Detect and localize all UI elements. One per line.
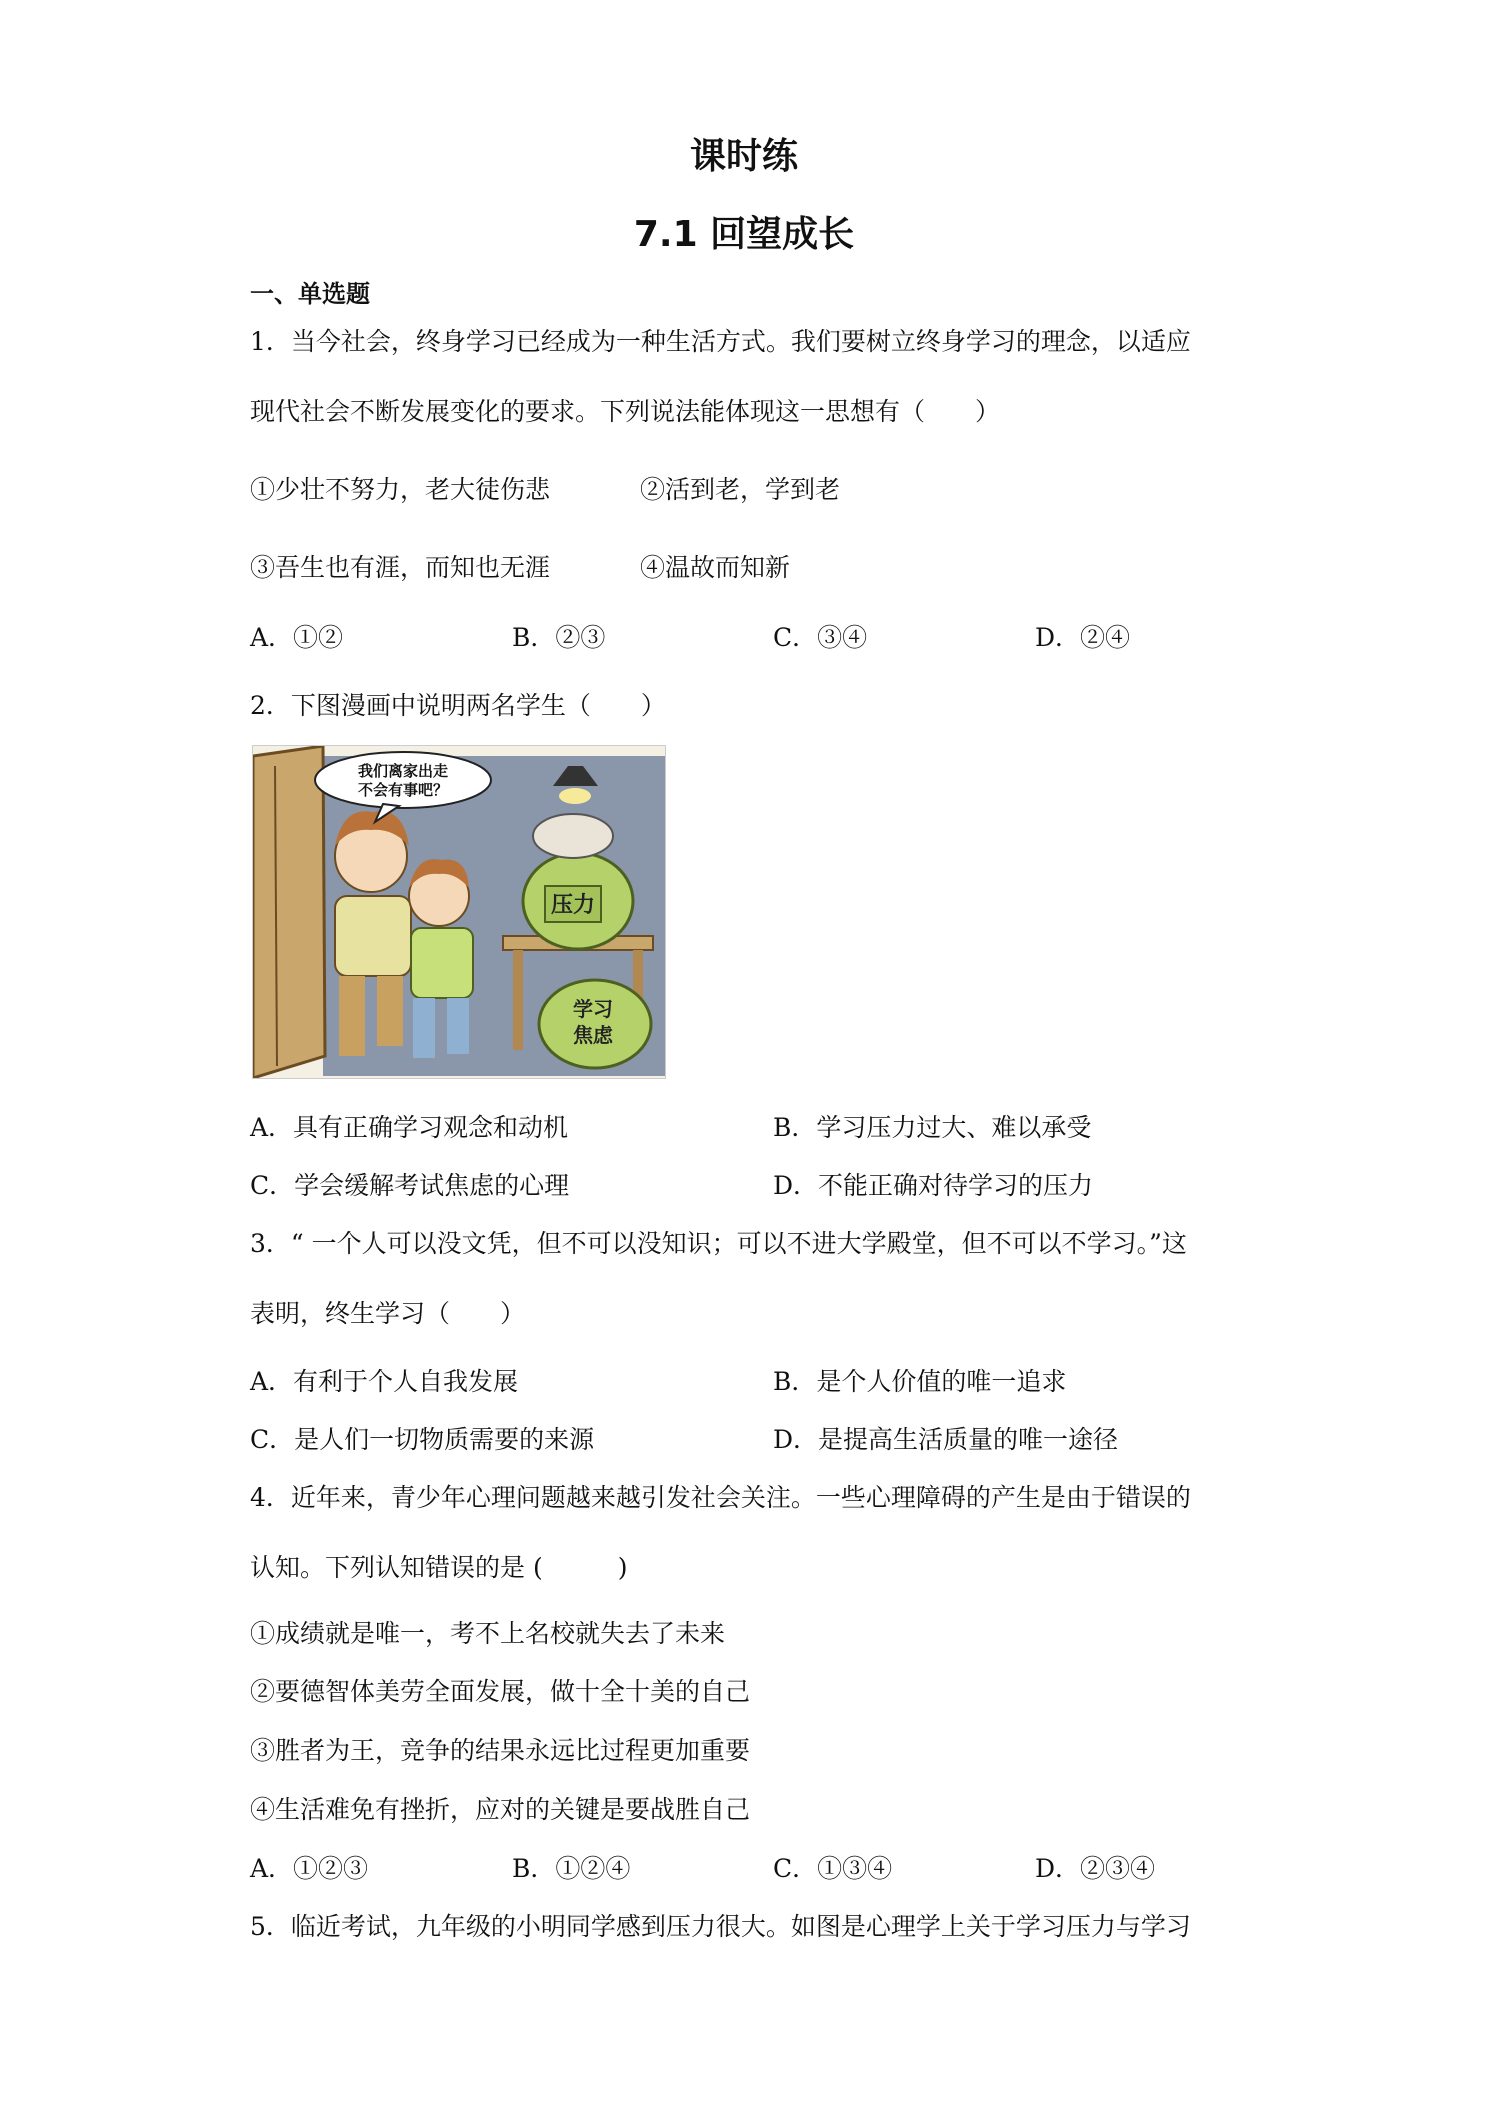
- q4-item-1: ①成绩就是唯一，考不上名校就失去了未来: [250, 1619, 726, 1648]
- q5-stem-line1: 5．临近考试，九年级的小明同学感到压力很大。如图是心理学上关于学习压力与学习: [250, 1912, 1191, 1941]
- speech-line1: 我们离家出走: [357, 762, 449, 780]
- document-title: 课时练: [689, 136, 798, 177]
- lesson-title: 7.1 回望成长: [633, 214, 855, 255]
- q3-option-b: B．是个人价值的唯一追求: [773, 1367, 1067, 1396]
- q4-option-c: C．①③④: [773, 1854, 893, 1883]
- q1-item-4: ④温故而知新: [640, 553, 791, 582]
- q2-option-a: A．具有正确学习观念和动机: [250, 1113, 569, 1142]
- q1-item-3: ③吾生也有涯，而知也无涯: [250, 553, 551, 582]
- q4-option-b: B．①②④: [512, 1854, 631, 1883]
- q3-stem-line1: 3．“ 一个人可以没文凭，但不可以没知识；可以不进大学殿堂，但不可以不学习。”这: [250, 1229, 1187, 1258]
- q2-option-b: B．学习压力过大、难以承受: [773, 1113, 1092, 1142]
- q4-item-3: ③胜者为王，竞争的结果永远比过程更加重要: [250, 1736, 751, 1765]
- q4-item-2: ②要德智体美劳全面发展，做十全十美的自己: [250, 1677, 751, 1706]
- q2-option-d: D．不能正确对待学习的压力: [773, 1171, 1094, 1200]
- q4-option-d: D．②③④: [1035, 1854, 1156, 1883]
- q4-stem-line2: 认知。下列认知错误的是 ( ): [250, 1553, 628, 1582]
- q4-item-4: ④生活难免有挫折，应对的关键是要战胜自己: [250, 1795, 751, 1824]
- bag1-label: 压力: [550, 893, 596, 918]
- q3-stem-line2: 表明，终生学习（ ）: [250, 1299, 526, 1328]
- bag2-label-line1: 学习: [573, 997, 613, 1021]
- q3-option-d: D．是提高生活质量的唯一途径: [773, 1425, 1119, 1454]
- cartoon-image: [252, 745, 666, 1079]
- q1-item-2: ②活到老，学到老: [640, 475, 841, 504]
- bag2-label-line2: 焦虑: [573, 1023, 613, 1047]
- q3-option-a: A．有利于个人自我发展: [250, 1367, 519, 1396]
- q4-stem-line1: 4．近年来，青少年心理问题越来越引发社会关注。一些心理障碍的产生是由于错误的: [250, 1483, 1191, 1512]
- q2-option-c: C．学会缓解考试焦虑的心理: [250, 1171, 570, 1200]
- q1-option-a: A．①②: [250, 623, 344, 652]
- q2-stem-line1: 2．下图漫画中说明两名学生（ ）: [250, 691, 666, 720]
- q1-item-1: ①少壮不努力，老大徒伤悲: [250, 475, 551, 504]
- q4-option-a: A．①②③: [250, 1854, 369, 1883]
- q3-option-c: C．是人们一切物质需要的来源: [250, 1425, 595, 1454]
- q1-option-c: C．③④: [773, 623, 868, 652]
- q1-option-b: B．②③: [512, 623, 606, 652]
- q1-option-d: D．②④: [1035, 623, 1131, 652]
- section-heading: 一、单选题: [250, 280, 370, 308]
- q1-stem-line2: 现代社会不断发展变化的要求。下列说法能体现这一思想有（ ）: [250, 397, 1001, 426]
- q1-stem-line1: 1．当今社会，终身学习已经成为一种生活方式。我们要树立终身学习的理念，以适应: [250, 327, 1191, 356]
- speech-line2: 不会有事吧？: [357, 781, 449, 799]
